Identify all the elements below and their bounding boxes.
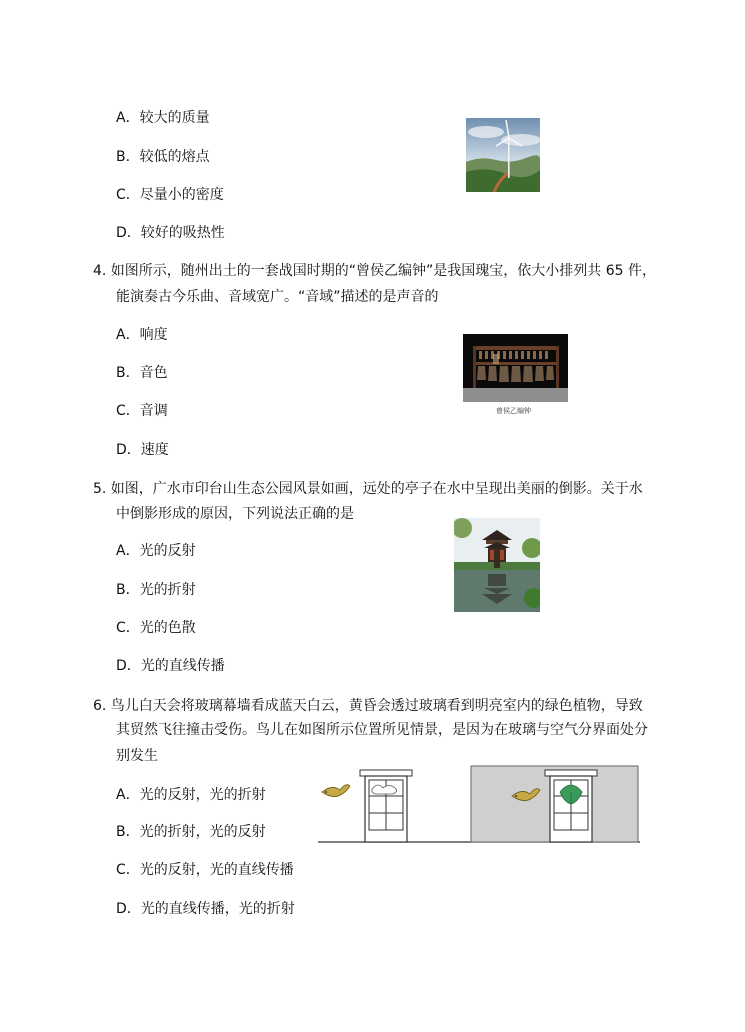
q3-option-b: B．较低的熔点 bbox=[116, 149, 210, 165]
q6-option-c: C．光的反射，光的直线传播 bbox=[116, 862, 294, 878]
q5-option-a: A．光的反射 bbox=[116, 543, 196, 559]
q4-option-c: C．音调 bbox=[116, 403, 168, 419]
q6-stem-line1: 6. 鸟儿白天会将玻璃幕墙看成蓝天白云，黄昏会透过玻璃看到明亮室内的绿色植物，导致 bbox=[93, 698, 643, 714]
q4-stem-line1: 4. 如图所示，随州出土的一套战国时期的“曾侯乙编钟”是我国瑰宝，依大小排列共 65 件， bbox=[93, 263, 657, 279]
wind-turbine-image bbox=[466, 118, 540, 192]
q5-option-c: C．光的色散 bbox=[116, 620, 196, 636]
q4-option-b: B．音色 bbox=[116, 365, 168, 381]
bianzhong-caption: 曾侯乙编钟 bbox=[496, 407, 531, 415]
q3-option-a: A．较大的质量 bbox=[116, 110, 210, 126]
q6-stem-line3: 别发生 bbox=[116, 748, 158, 764]
q4-option-d: D．速度 bbox=[116, 442, 169, 458]
q6-option-d: D．光的直线传播，光的折射 bbox=[116, 901, 295, 917]
q5-stem-line1: 5. 如图，广水市印台山生态公园风景如画，远处的亭子在水中呈现出美丽的倒影。关于水 bbox=[93, 481, 643, 497]
q4-option-a: A．响度 bbox=[116, 327, 168, 343]
q3-option-c: C．尽量小的密度 bbox=[116, 187, 224, 203]
q4-stem-line2: 能演奏古今乐曲、音域宽广。“音域”描述的是声音的 bbox=[116, 289, 439, 305]
bird-window-diagram bbox=[318, 762, 640, 846]
q5-option-b: B．光的折射 bbox=[116, 582, 196, 598]
q6-stem-line2: 其贸然飞往撞击受伤。鸟儿在如图所示位置所见情景，是因为在玻璃与空气分界面处分 bbox=[116, 722, 648, 738]
q5-stem-line2: 中倒影形成的原因，下列说法正确的是 bbox=[116, 506, 354, 522]
q6-option-b: B．光的折射，光的反射 bbox=[116, 824, 266, 840]
q5-option-d: D．光的直线传播 bbox=[116, 658, 225, 674]
pavilion-reflection-image bbox=[454, 518, 540, 612]
q3-option-d: D．较好的吸热性 bbox=[116, 225, 225, 241]
bianzhong-bells-image bbox=[463, 334, 568, 402]
q6-option-a: A．光的反射，光的折射 bbox=[116, 787, 266, 803]
bird-left-icon bbox=[322, 785, 350, 797]
